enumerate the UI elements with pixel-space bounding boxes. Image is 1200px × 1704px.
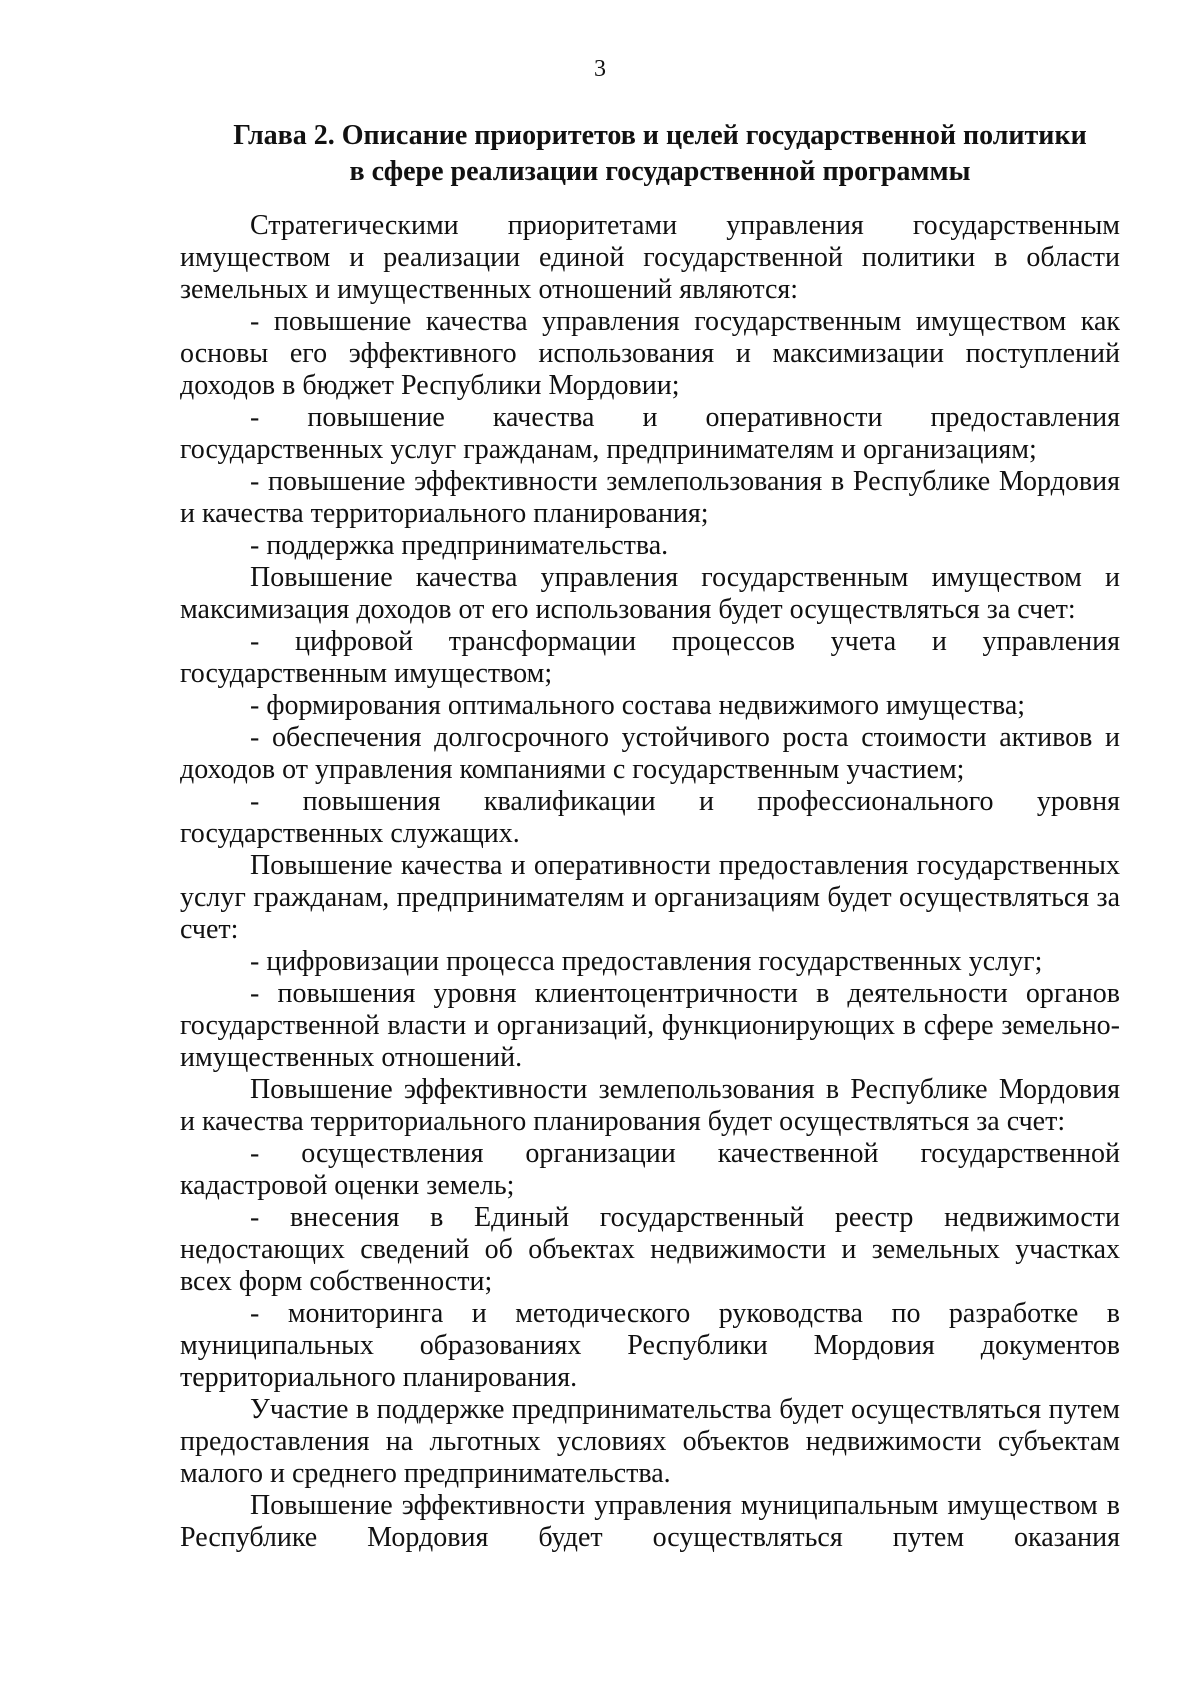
paragraph-12: - цифровизации процесса предоставления государственных услуг; [250,946,1043,977]
paragraph-17: - мониторинга и методического руководства по разработке в муниципальных образованиях Республики Мордовия документов территориального планирования. [180,1298,1120,1393]
chapter-title-line-1: Глава 2. Описание приоритетов и целей государственной политики [233,120,1087,151]
paragraph-8: - формирования оптимального состава недвижимого имущества; [250,690,1026,721]
page-number: 3 [594,56,606,82]
paragraph-2: - повышение качества управления государственным имуществом как основы его эффективного использования и максимизации поступлений доходов в бюджет Республики Мордовии; [180,306,1120,401]
paragraph-6: Повышение качества управления государственным имуществом и максимизация доходов от его использования будет осуществляться за счет: [180,562,1120,625]
paragraph-13: - повышения уровня клиентоцентричности в деятельности органов государственной власти и организаций, функционирующих в сфере земельно-имущественных отношений. [180,978,1120,1073]
paragraph-18: Участие в поддержке предпринимательства будет осуществляться путем предоставления на льготных условиях объектов недвижимости субъектам малого и среднего предпринимательства. [180,1394,1120,1489]
paragraph-16: - внесения в Единый государственный реестр недвижимости недостающих сведений об объектах недвижимости и земельных участках всех форм собственности; [180,1202,1120,1297]
paragraph-9: - обеспечения долгосрочного устойчивого роста стоимости активов и доходов от управления компаниями с государственным участием; [180,722,1120,785]
paragraph-5: - поддержка предпринимательства. [250,530,669,561]
paragraph-1: Стратегическими приоритетами управления государственным имуществом и реализации единой государственной политики в области земельных и имущественных отношений являются: [180,210,1120,305]
paragraph-15: - осуществления организации качественной государственной кадастровой оценки земель; [180,1138,1120,1201]
document-body [180,210,1120,1554]
paragraph-14: Повышение эффективности землепользования в Республике Мордовия и качества территориального планирования будет осуществляться за счет: [180,1074,1120,1137]
chapter-title-line-2: в сфере реализации государственной программы [349,156,971,187]
paragraph-4: - повышение эффективности землепользования в Республике Мордовия и качества территориального планирования; [180,466,1120,529]
chapter-title [190,118,1130,190]
paragraph-19: Повышение эффективности управления муниципальным имуществом в Республике Мордовия будет осуществляться путем оказания [180,1490,1120,1553]
paragraph-10: - повышения квалификации и профессионального уровня государственных служащих. [180,786,1120,849]
paragraph-11: Повышение качества и оперативности предоставления государственных услуг гражданам, предпринимателям и организациям будет осуществляться за счет: [180,850,1120,945]
paragraph-3: - повышение качества и оперативности предоставления государственных услуг гражданам, предпринимателям и организациям; [180,402,1120,465]
paragraph-7: - цифровой трансформации процессов учета и управления государственным имуществом; [180,626,1120,689]
